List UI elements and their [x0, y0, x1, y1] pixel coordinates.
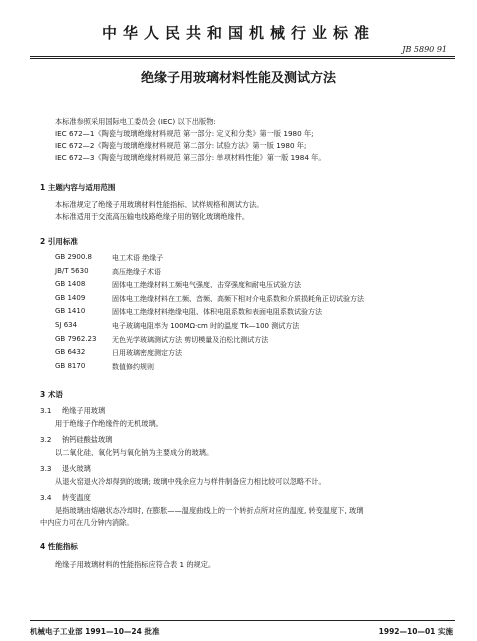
reference-title: 日用玻璃密度测定方法 — [112, 349, 182, 358]
term-3-2-number: 3.2 — [40, 435, 52, 444]
section-1-para-2: 本标准适用于交流高压输电线路绝缘子用的钢化玻璃绝缘件。 — [55, 212, 250, 221]
implementation-date: 1992—10—01 实施 — [378, 627, 453, 636]
term-3-2-definition: 以二氧化硅、氧化钙与氧化钠为主要成分的玻璃。 — [55, 448, 214, 457]
term-3-4-definition-line-2: 中内应力可在几分钟内消除。 — [40, 518, 134, 527]
section-2-heading: 2 引用标准 — [40, 237, 78, 246]
reference-code: SJ 634 — [55, 321, 78, 329]
section-4-para-1: 绝缘子用玻璃材料的性能指标应符合表 1 的规定。 — [55, 560, 216, 569]
reference-title: 电子玻璃电阻率为 100MΩ·cm 时的温度 Tk—100 测试方法 — [112, 322, 300, 330]
section-4-heading: 4 性能指标 — [40, 542, 78, 551]
reference-code: GB 6432 — [55, 348, 86, 357]
term-3-3-definition: 从退火窑退火冷却得到的玻璃; 玻璃中残余应力与样件制备应力相比较可以忽略不计。 — [55, 477, 326, 486]
footer-rule — [30, 620, 455, 621]
section-3-heading: 3 术语 — [40, 390, 63, 399]
reference-title: 固体电工绝缘材料绝缘电阻、体积电阻系数和表面电阻系数试验方法 — [112, 308, 322, 317]
approval-date: 机械电子工业部 1991—10—24 批准 — [30, 627, 160, 636]
term-3-3-name: 退火玻璃 — [62, 464, 91, 473]
term-3-2-name: 钠钙硅酸盐玻璃 — [62, 435, 113, 444]
reference-code: GB 8170 — [55, 361, 86, 370]
term-3-4-name: 转变温度 — [62, 493, 91, 502]
reference-title: 固体电工绝缘材料工频电气强度、击穿强度和耐电压试验方法 — [112, 281, 301, 290]
section-1-heading: 1 主题内容与适用范围 — [40, 183, 116, 192]
reference-title: 电工术语 绝缘子 — [112, 254, 164, 262]
term-3-1-name: 绝缘子用玻璃 — [62, 406, 106, 415]
standard-org-header: 中华人民共和国机械行业标准 — [101, 24, 375, 42]
header-rule-top — [30, 56, 455, 57]
document-title: 绝缘子用玻璃材料性能及测试方法 — [140, 71, 336, 86]
header-rule-bottom — [30, 58, 455, 59]
reference-code: GB 2900.8 — [55, 253, 92, 261]
reference-code: GB 7962.23 — [55, 334, 97, 343]
reference-code: GB 1408 — [55, 280, 86, 289]
term-3-1-number: 3.1 — [40, 406, 52, 415]
term-3-4-number: 3.4 — [40, 493, 52, 502]
intro-line-4: IEC 672—3《陶瓷与玻璃绝缘材料规范 第三部分: 单项材料性能》第一版 1984 年。 — [55, 153, 326, 162]
reference-code: GB 1410 — [55, 307, 86, 316]
intro-line-2: IEC 672—1《陶瓷与玻璃绝缘材料规范 第一部分: 定义和分类》第一版 1980 年; — [55, 129, 314, 138]
intro-line-3: IEC 672—2《陶瓷与玻璃绝缘材料规范 第二部分: 试验方法》第一版 1980 年; — [55, 141, 307, 150]
reference-title: 无色光学玻璃测试方法 剪切模量及泊松比测试方法 — [112, 335, 269, 344]
standard-number: JB 5890 91 — [402, 45, 447, 54]
intro-line-1: 本标准参照采用国际电工委员会 (IEC) 以下出版物: — [55, 117, 216, 126]
reference-title: 高压绝缘子术语 — [112, 267, 161, 276]
reference-title: 固体电工绝缘材料在工频、音频、高频下相对介电系数和介质损耗角正切试验方法 — [112, 294, 364, 303]
term-3-4-definition-line-1: 是指玻璃由熔融状态冷却时, 在膨胀——温度曲线上的一个转折点所对应的温度, 转变温度下, 玻璃 — [55, 506, 364, 515]
section-1-para-1: 本标准规定了绝缘子用玻璃材料性能指标、试样规格和测试方法。 — [55, 200, 264, 209]
reference-title: 数值修约规则 — [112, 362, 154, 371]
term-3-3-number: 3.3 — [40, 464, 52, 473]
reference-code: GB 1409 — [55, 293, 86, 302]
term-3-1-definition: 用于绝缘子作绝缘件的无机玻璃。 — [55, 419, 163, 428]
reference-code: JB/T 5630 — [55, 266, 89, 275]
